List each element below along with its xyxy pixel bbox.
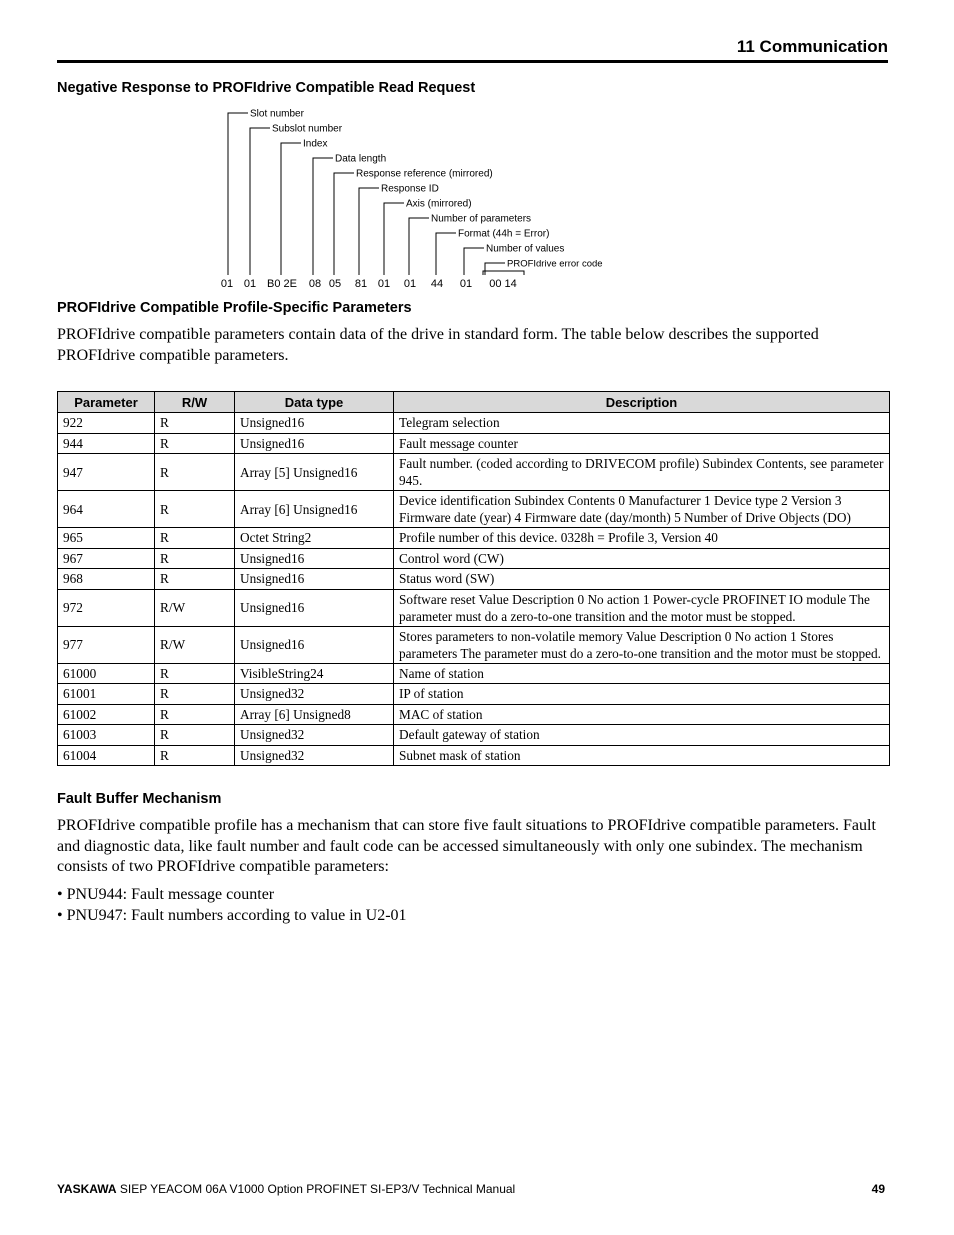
cell-description: Device identification Subindex Contents 0 Manufacturer 1 Device type 2 Version 3 Firmware date (year) 4 Firmware date (day/month) 5 Number of Drive Objects (DO) bbox=[394, 491, 890, 528]
byte-value: 01 bbox=[243, 278, 257, 290]
cell-parameter: 61000 bbox=[58, 663, 155, 684]
leader-line bbox=[464, 248, 484, 275]
cell-description: Control word (CW) bbox=[394, 548, 890, 569]
diagram-leader-lines bbox=[228, 113, 524, 275]
byte-value: 81 bbox=[354, 278, 368, 290]
cell-description: Subnet mask of station bbox=[394, 745, 890, 766]
byte-value: B0 2E bbox=[267, 278, 297, 290]
cell-rw: R bbox=[155, 433, 235, 454]
field-label: Response ID bbox=[381, 183, 439, 195]
cell-parameter: 964 bbox=[58, 491, 155, 528]
cell-data-type: Unsigned16 bbox=[235, 569, 394, 590]
cell-parameter: 922 bbox=[58, 413, 155, 434]
field-label: Data length bbox=[335, 153, 387, 165]
byte-value: 00 14 bbox=[489, 278, 517, 290]
table-row bbox=[58, 491, 890, 528]
cell-parameter: 947 bbox=[58, 454, 155, 491]
page-footer bbox=[57, 1182, 885, 1196]
cell-parameter: 965 bbox=[58, 528, 155, 549]
cell-description: Default gateway of station bbox=[394, 725, 890, 746]
list-item: • PNU947: Fault numbers according to value in U2-01 bbox=[57, 905, 407, 926]
cell-description: Software reset Value Description 0 No action 1 Power-cycle PROFINET IO module The parameter must do a zero-to-one transition and the motor must be stopped. bbox=[394, 589, 890, 626]
column-header-data-type: Data type bbox=[235, 392, 394, 413]
leader-line bbox=[359, 188, 379, 275]
cell-description: Status word (SW) bbox=[394, 569, 890, 590]
field-label: Index bbox=[303, 138, 328, 150]
cell-description: Fault message counter bbox=[394, 433, 890, 454]
diagram-byte-values bbox=[221, 278, 517, 290]
table-row bbox=[58, 548, 890, 569]
chapter-title: 11 Communication bbox=[736, 37, 888, 56]
cell-description: Name of station bbox=[394, 663, 890, 684]
cell-parameter: 61002 bbox=[58, 704, 155, 725]
table-row bbox=[58, 704, 890, 725]
section-heading-fault-buffer: Fault Buffer Mechanism bbox=[57, 791, 222, 807]
cell-parameter: 61001 bbox=[58, 684, 155, 705]
response-frame-diagram bbox=[210, 104, 650, 292]
leader-line bbox=[250, 128, 270, 275]
cell-data-type: Array [6] Unsigned8 bbox=[235, 704, 394, 725]
cell-rw: R bbox=[155, 491, 235, 528]
cell-parameter: 972 bbox=[58, 589, 155, 626]
cell-rw: R bbox=[155, 663, 235, 684]
byte-value: 08 bbox=[308, 278, 322, 290]
leader-line bbox=[485, 263, 505, 275]
list-item: • PNU944: Fault message counter bbox=[57, 884, 407, 905]
profidrive-parameters-table bbox=[57, 391, 890, 766]
byte-value: 01 bbox=[377, 278, 391, 290]
cell-rw: R bbox=[155, 745, 235, 766]
leader-line bbox=[436, 233, 456, 275]
cell-data-type: Octet String2 bbox=[235, 528, 394, 549]
cell-data-type: VisibleString24 bbox=[235, 663, 394, 684]
cell-data-type: Unsigned16 bbox=[235, 626, 394, 663]
cell-data-type: Array [6] Unsigned16 bbox=[235, 491, 394, 528]
byte-value: 05 bbox=[328, 278, 342, 290]
table-row bbox=[58, 433, 890, 454]
leader-line bbox=[281, 143, 301, 275]
cell-parameter: 967 bbox=[58, 548, 155, 569]
field-label: Number of values bbox=[486, 243, 565, 255]
table-row bbox=[58, 569, 890, 590]
table-row bbox=[58, 663, 890, 684]
byte-value: 01 bbox=[220, 278, 234, 290]
cell-rw: R bbox=[155, 569, 235, 590]
table-row bbox=[58, 725, 890, 746]
column-header-rw: R/W bbox=[155, 392, 235, 413]
section-heading-negative-response: Negative Response to PROFIdrive Compatible Read Request bbox=[57, 80, 476, 96]
cell-data-type: Unsigned32 bbox=[235, 725, 394, 746]
cell-description: Profile number of this device. 0328h = Profile 3, Version 40 bbox=[394, 528, 890, 549]
cell-rw: R bbox=[155, 704, 235, 725]
cell-parameter: 968 bbox=[58, 569, 155, 590]
table-row bbox=[58, 413, 890, 434]
table-row bbox=[58, 684, 890, 705]
section-heading-profile-parameters: PROFIdrive Compatible Profile-Specific Parameters bbox=[57, 300, 412, 316]
field-label: PROFIdrive error code bbox=[507, 258, 603, 270]
cell-description: Telegram selection bbox=[394, 413, 890, 434]
byte-value: 44 bbox=[430, 278, 444, 290]
leader-line bbox=[334, 173, 354, 275]
cell-data-type: Unsigned16 bbox=[235, 413, 394, 434]
cell-data-type: Unsigned16 bbox=[235, 589, 394, 626]
column-header-description: Description bbox=[394, 392, 890, 413]
header-rule bbox=[57, 60, 888, 63]
cell-rw: R/W bbox=[155, 589, 235, 626]
cell-rw: R bbox=[155, 413, 235, 434]
profile-parameters-intro: PROFIdrive compatible parameters contain data of the drive in standard form. The table below describes the supported PROFIdrive compatible parameters. bbox=[57, 326, 819, 364]
footer-brand: YASKAWA bbox=[57, 1182, 117, 1196]
leader-line bbox=[228, 113, 248, 275]
cell-parameter: 61004 bbox=[58, 745, 155, 766]
byte-value: 01 bbox=[459, 278, 473, 290]
field-label: Number of parameters bbox=[431, 213, 532, 225]
cell-description: MAC of station bbox=[394, 704, 890, 725]
cell-data-type: Unsigned32 bbox=[235, 684, 394, 705]
fault-buffer-bullet-list bbox=[57, 884, 407, 926]
field-label: Format (44h = Error) bbox=[458, 228, 550, 240]
diagram-field-labels bbox=[250, 109, 603, 270]
field-label: Slot number bbox=[250, 108, 304, 120]
cell-description: Fault number. (coded according to DRIVECOM profile) Subindex Contents, see parameter 945. bbox=[394, 454, 890, 491]
leader-line bbox=[409, 218, 429, 275]
cell-data-type: Unsigned16 bbox=[235, 433, 394, 454]
cell-rw: R bbox=[155, 684, 235, 705]
cell-parameter: 977 bbox=[58, 626, 155, 663]
cell-rw: R bbox=[155, 548, 235, 569]
cell-parameter: 944 bbox=[58, 433, 155, 454]
table-row bbox=[58, 589, 890, 626]
page-number: 49 bbox=[871, 1182, 885, 1196]
cell-rw: R bbox=[155, 725, 235, 746]
cell-data-type: Unsigned32 bbox=[235, 745, 394, 766]
cell-description: IP of station bbox=[394, 684, 890, 705]
table-row bbox=[58, 626, 890, 663]
error-code-bracket bbox=[483, 271, 524, 275]
field-label: Axis (mirrored) bbox=[406, 198, 472, 210]
byte-value: 01 bbox=[403, 278, 417, 290]
cell-rw: R/W bbox=[155, 626, 235, 663]
field-label: Subslot number bbox=[272, 123, 343, 135]
table-row bbox=[58, 528, 890, 549]
cell-parameter: 61003 bbox=[58, 725, 155, 746]
leader-line bbox=[384, 203, 404, 275]
fault-buffer-description: PROFIdrive compatible profile has a mechanism that can store five fault situations to PROFIdrive compatible parameters. Fault and diagnostic data, like fault number and fault code can be accessed simultaneously with only one subindex. The mechanism consists of two PROFIdrive compatible parameters: bbox=[57, 817, 876, 875]
cell-data-type: Array [5] Unsigned16 bbox=[235, 454, 394, 491]
cell-description: Stores parameters to non-volatile memory Value Description 0 No action 1 Stores parameters The parameter must do a zero-to-one transition and the motor must be stopped. bbox=[394, 626, 890, 663]
column-header-parameter: Parameter bbox=[58, 392, 155, 413]
field-label: Response reference (mirrored) bbox=[356, 168, 493, 180]
table-row bbox=[58, 454, 890, 491]
footer-manual-title: SIEP YEACOM 06A V1000 Option PROFINET SI-EP3/V Technical Manual bbox=[116, 1182, 516, 1196]
cell-rw: R bbox=[155, 528, 235, 549]
cell-rw: R bbox=[155, 454, 235, 491]
leader-line bbox=[313, 158, 333, 275]
table-header-row bbox=[58, 392, 890, 413]
table-row bbox=[58, 745, 890, 766]
cell-data-type: Unsigned16 bbox=[235, 548, 394, 569]
